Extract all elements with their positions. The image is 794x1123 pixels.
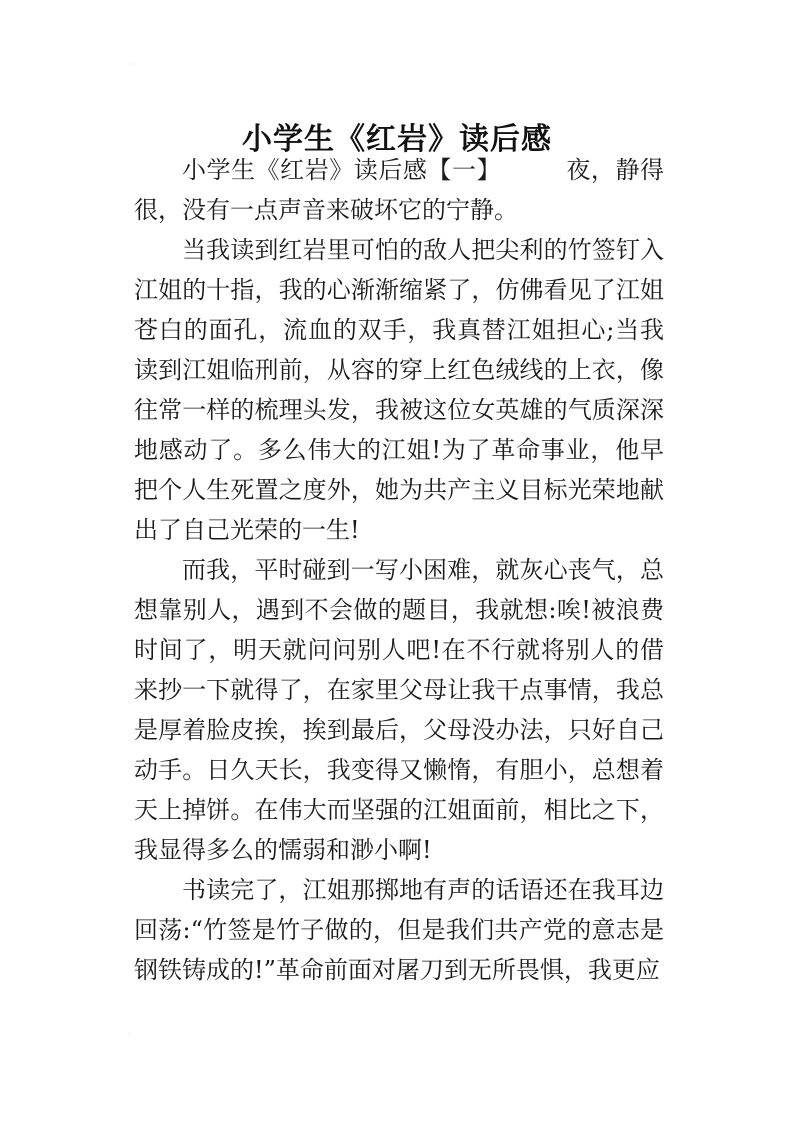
- paragraph-1-text: 夜，静得很，没有一点声音来破坏它的宁静。: [134, 156, 665, 224]
- section-heading: 小学生《红岩》读后感【一】: [182, 156, 502, 184]
- paragraph-2: 当我读到红岩里可怕的敌人把尖利的竹签钉入江姐的十指，我的心渐渐缩紧了，仿佛看见了江姐苍白的面孔，流血的双手，我真替江姐担心;当我读到江姐临刑前，从容的穿上红色绒线的上衣，像往常一样的梳理头发，我被这位女英雄的气质深深地感动了。多么伟大的江姐!为了革命事业，他早把个人生死置之度外，她为共产主义目标光荣地献出了自己光荣的一生!: [134, 236, 664, 544]
- paragraph-4: 书读完了，江姐那掷地有声的话语还在我耳边回荡:“竹签是竹子做的，但是我们共产党的意志是钢铁铸成的!”革命前面对屠刀到无所畏惧，我更应: [134, 876, 664, 984]
- heading-gap: [501, 156, 566, 184]
- page-title: 小学生《红岩》读后感: [242, 122, 552, 158]
- corner-mark-icon: ·: [130, 60, 133, 69]
- article-body: [134, 150, 664, 990]
- paragraph-1: [134, 150, 664, 230]
- corner-mark-icon: ·: [128, 1030, 131, 1039]
- paragraph-3: 而我，平时碰到一写小困难，就灰心丧气，总想靠别人，遇到不会做的题目，我就想:唉!被浪费时间了，明天就问问别人吧!在不行就将别人的借来抄一下就得了，在家里父母让我干点事情，我总是厚着脸皮挨，挨到最后，父母没办法，只好自己动手。日久天长，我变得又懒惰，有胆小，总想着天上掉饼。在伟大而坚强的江姐面前，相比之下，我显得多么的懦弱和渺小啊!: [134, 556, 664, 864]
